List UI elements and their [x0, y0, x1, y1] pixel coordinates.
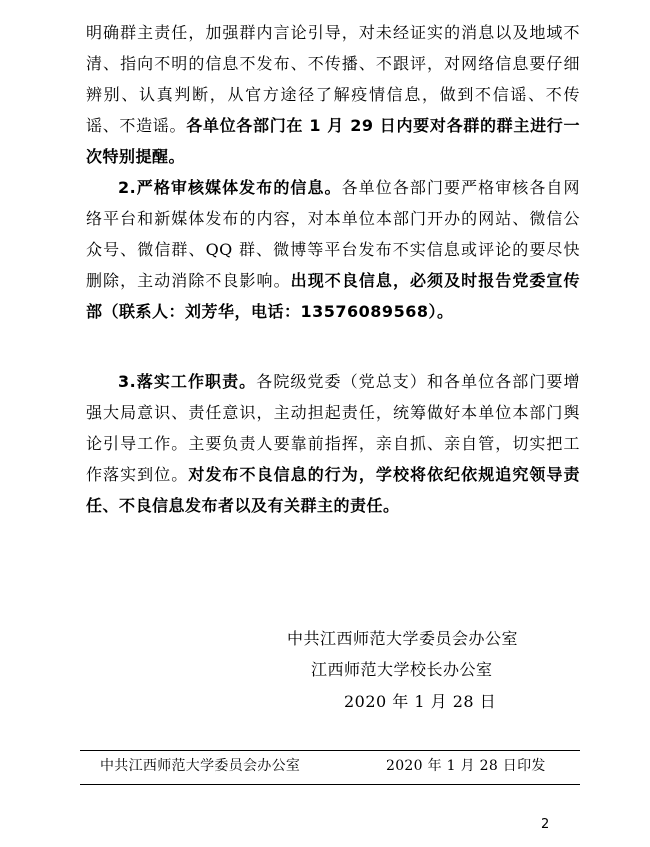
footer-top-rule: [80, 750, 580, 751]
paragraph-heading: 2.严格审核媒体发布的信息。: [118, 178, 342, 197]
footer-bottom-rule: [80, 784, 580, 785]
paragraph-text: 各院级党委（党总支）和各单位各部门要增强大局意识、责任意识，主动担起责任，统筹做好本单位本部门舆论引导工作。主要负责人要靠前指挥，亲自抓、亲自管，切实把工作落实到位。: [86, 372, 580, 484]
signature-party-office: 中共江西师范大学委员会办公室: [287, 629, 519, 648]
paragraph-bold-text: 对发布不良信息的行为，学校将依纪依规追究领导责任、不良信息发布者以及有关群主的责任。: [86, 465, 580, 515]
paragraph-work-responsibility: [86, 366, 580, 521]
paragraph-media-review: [86, 172, 580, 327]
footer-issuer: 中共江西师范大学委员会办公室: [100, 758, 301, 774]
paragraph-text: 明确群主责任，加强群内言论引导，对未经证实的消息以及地域不清、指向不明的信息不发布、不传播、不跟评，对网络信息要仔细辨别、认真判断，从官方途径了解疫情信息，做到不信谣、不传谣、不造谣。: [86, 23, 580, 135]
paragraph-bold-text: 出现不良信息，必须及时报告党委宣传部（联系人：刘芳华，电话：13576089568）。: [86, 271, 580, 321]
paragraph-text: 各单位各部门要严格审核各自网络平台和新媒体发布的内容，对本单位本部门开办的网站、微信公众号、微信群、QQ 群、微博等平台发布不实信息或评论的要尽快删除，主动消除不良影响。: [86, 178, 580, 290]
paragraph-bold-text: 各单位各部门在 1 月 29 日内要对各群的群主进行一次特别提醒。: [86, 116, 580, 166]
page-number: 2: [541, 817, 550, 832]
footer-print-date: 2020 年 1 月 28 日印发: [386, 758, 546, 774]
signature-president-office: 江西师范大学校长办公室: [311, 660, 493, 679]
paragraph-heading: 3.落实工作职责。: [118, 372, 257, 391]
signature-date: 2020 年 1 月 28 日: [344, 692, 497, 711]
paragraph-group-owner-responsibility: [86, 17, 580, 172]
